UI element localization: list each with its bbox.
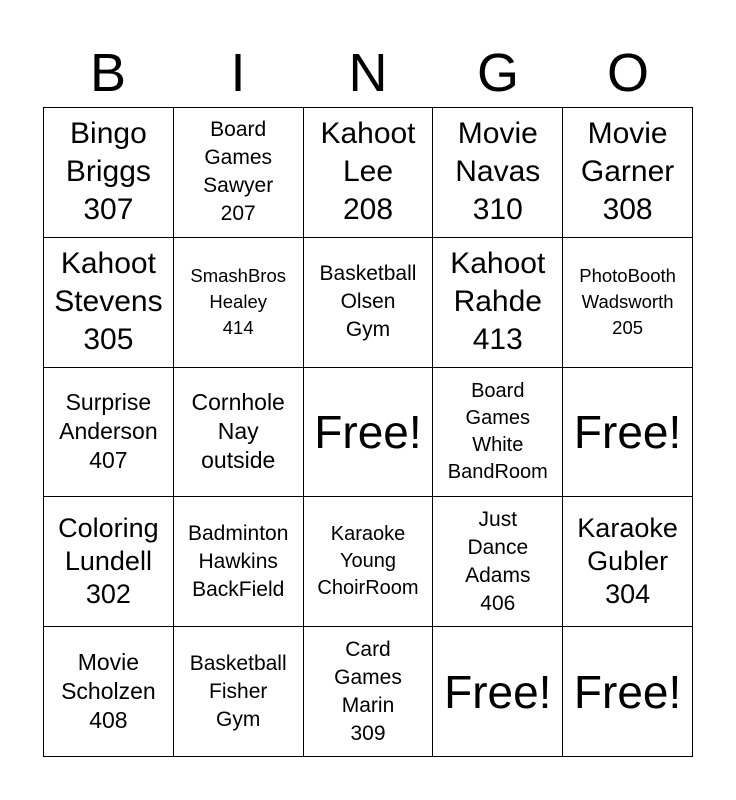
cell-line: Games	[334, 665, 402, 689]
bingo-cell[interactable]	[44, 627, 174, 757]
free-space-cell[interactable]	[433, 627, 563, 757]
free-space-label: Free!	[573, 405, 682, 458]
cell-line: 414	[222, 317, 254, 339]
cell-line: Young	[339, 550, 396, 573]
cell-line: 208	[342, 193, 394, 227]
cell-line: Hawkins	[198, 549, 278, 573]
bingo-cell[interactable]	[433, 368, 563, 498]
bingo-cell[interactable]	[44, 368, 174, 498]
bingo-cell[interactable]	[433, 108, 563, 238]
cell-line: 406	[480, 591, 516, 615]
cell-line: Navas	[455, 155, 541, 189]
bingo-board	[43, 107, 693, 757]
cell-line: SmashBros	[190, 265, 286, 287]
cell-line: Bingo	[70, 117, 147, 151]
cell-line: Kahoot	[60, 247, 156, 281]
cell-line: ChoirRoom	[317, 577, 419, 600]
cell-line: outside	[201, 447, 276, 474]
cell-line: Movie	[77, 649, 140, 676]
cell-line: Dance	[467, 535, 529, 559]
bingo-cell[interactable]	[44, 238, 174, 368]
free-space-label: Free!	[573, 665, 682, 718]
cell-line: Karaoke	[330, 523, 406, 546]
bingo-cell[interactable]	[433, 238, 563, 368]
cell-line: Board	[471, 379, 525, 402]
bingo-cell[interactable]	[563, 108, 693, 238]
cell-line: Gubler	[587, 546, 669, 577]
cell-line: Coloring	[58, 513, 159, 544]
cell-line: Kahoot	[320, 117, 416, 151]
bingo-header	[43, 40, 693, 106]
bingo-cell[interactable]	[304, 497, 434, 627]
cell-line: 304	[605, 579, 651, 610]
cell-line: 308	[602, 193, 653, 227]
free-space-cell[interactable]	[563, 368, 693, 498]
cell-line: Lundell	[64, 546, 152, 577]
cell-line: 302	[85, 579, 131, 610]
header-letter-n: N	[348, 43, 388, 103]
cell-line: Movie	[457, 117, 538, 151]
cell-line: Just	[478, 507, 518, 531]
free-space-cell[interactable]	[563, 627, 693, 757]
cell-line: Anderson	[59, 418, 158, 445]
cell-line: 408	[89, 707, 128, 734]
cell-line: 307	[83, 193, 134, 227]
cell-line: Karaoke	[577, 513, 678, 544]
bingo-cell[interactable]	[174, 627, 304, 757]
cell-line: Garner	[580, 155, 675, 189]
cell-line: Surprise	[65, 389, 152, 416]
cell-line: Kahoot	[450, 247, 546, 281]
cell-line: Games	[465, 406, 531, 429]
cell-line: Briggs	[65, 155, 151, 189]
bingo-cell[interactable]	[44, 108, 174, 238]
bingo-cell[interactable]	[174, 108, 304, 238]
bingo-cell[interactable]	[174, 238, 304, 368]
cell-line: Healey	[209, 291, 267, 313]
header-letter-o: O	[606, 43, 649, 103]
header-letter-i: I	[230, 43, 246, 103]
cell-line: Basketball	[189, 651, 287, 675]
bingo-cell[interactable]	[44, 497, 174, 627]
cell-line: Adams	[465, 563, 531, 587]
cell-line: 207	[220, 202, 256, 226]
bingo-cell[interactable]	[174, 497, 304, 627]
cell-line: 310	[472, 193, 523, 227]
cell-line: Lee	[342, 155, 394, 189]
free-space-label: Free!	[444, 665, 552, 718]
cell-line: Stevens	[54, 285, 163, 319]
cell-line: Card	[345, 637, 391, 661]
cell-line: Marin	[341, 693, 395, 717]
cell-line: Board	[210, 118, 267, 142]
cell-line: White	[472, 433, 524, 456]
cell-line: 205	[612, 317, 644, 339]
cell-line: Nay	[217, 418, 259, 445]
free-space-cell[interactable]	[304, 368, 434, 498]
cell-line: Badminton	[187, 521, 289, 545]
bingo-cell[interactable]	[304, 238, 434, 368]
bingo-cell[interactable]	[433, 497, 563, 627]
cell-line: BandRoom	[447, 460, 548, 483]
cell-line: 407	[89, 447, 128, 474]
cell-line: Olsen	[340, 290, 396, 314]
bingo-cell[interactable]	[563, 497, 693, 627]
bingo-cell[interactable]	[304, 108, 434, 238]
cell-line: Cornhole	[191, 389, 285, 416]
cell-line: PhotoBooth	[579, 265, 676, 287]
cell-line: Scholzen	[61, 678, 156, 705]
cell-line: Games	[204, 146, 273, 170]
cell-line: Wadsworth	[581, 291, 674, 313]
cell-line: Sawyer	[203, 174, 274, 198]
bingo-cell[interactable]	[174, 368, 304, 498]
cell-line: BackField	[192, 577, 285, 601]
cell-line: Gym	[216, 707, 261, 731]
cell-line: 413	[472, 323, 523, 357]
cell-line: 305	[83, 323, 134, 357]
cell-line: Movie	[587, 117, 668, 151]
bingo-cell[interactable]	[304, 627, 434, 757]
cell-line: Gym	[345, 318, 391, 342]
header-letter-b: B	[89, 43, 127, 103]
cell-line: Fisher	[209, 679, 268, 703]
free-space-label: Free!	[314, 405, 422, 458]
header-letter-g: G	[476, 43, 519, 103]
bingo-cell[interactable]	[563, 238, 693, 368]
cell-line: Rahde	[453, 285, 542, 319]
cell-line: 309	[350, 721, 386, 745]
cell-line: Basketball	[319, 262, 417, 286]
